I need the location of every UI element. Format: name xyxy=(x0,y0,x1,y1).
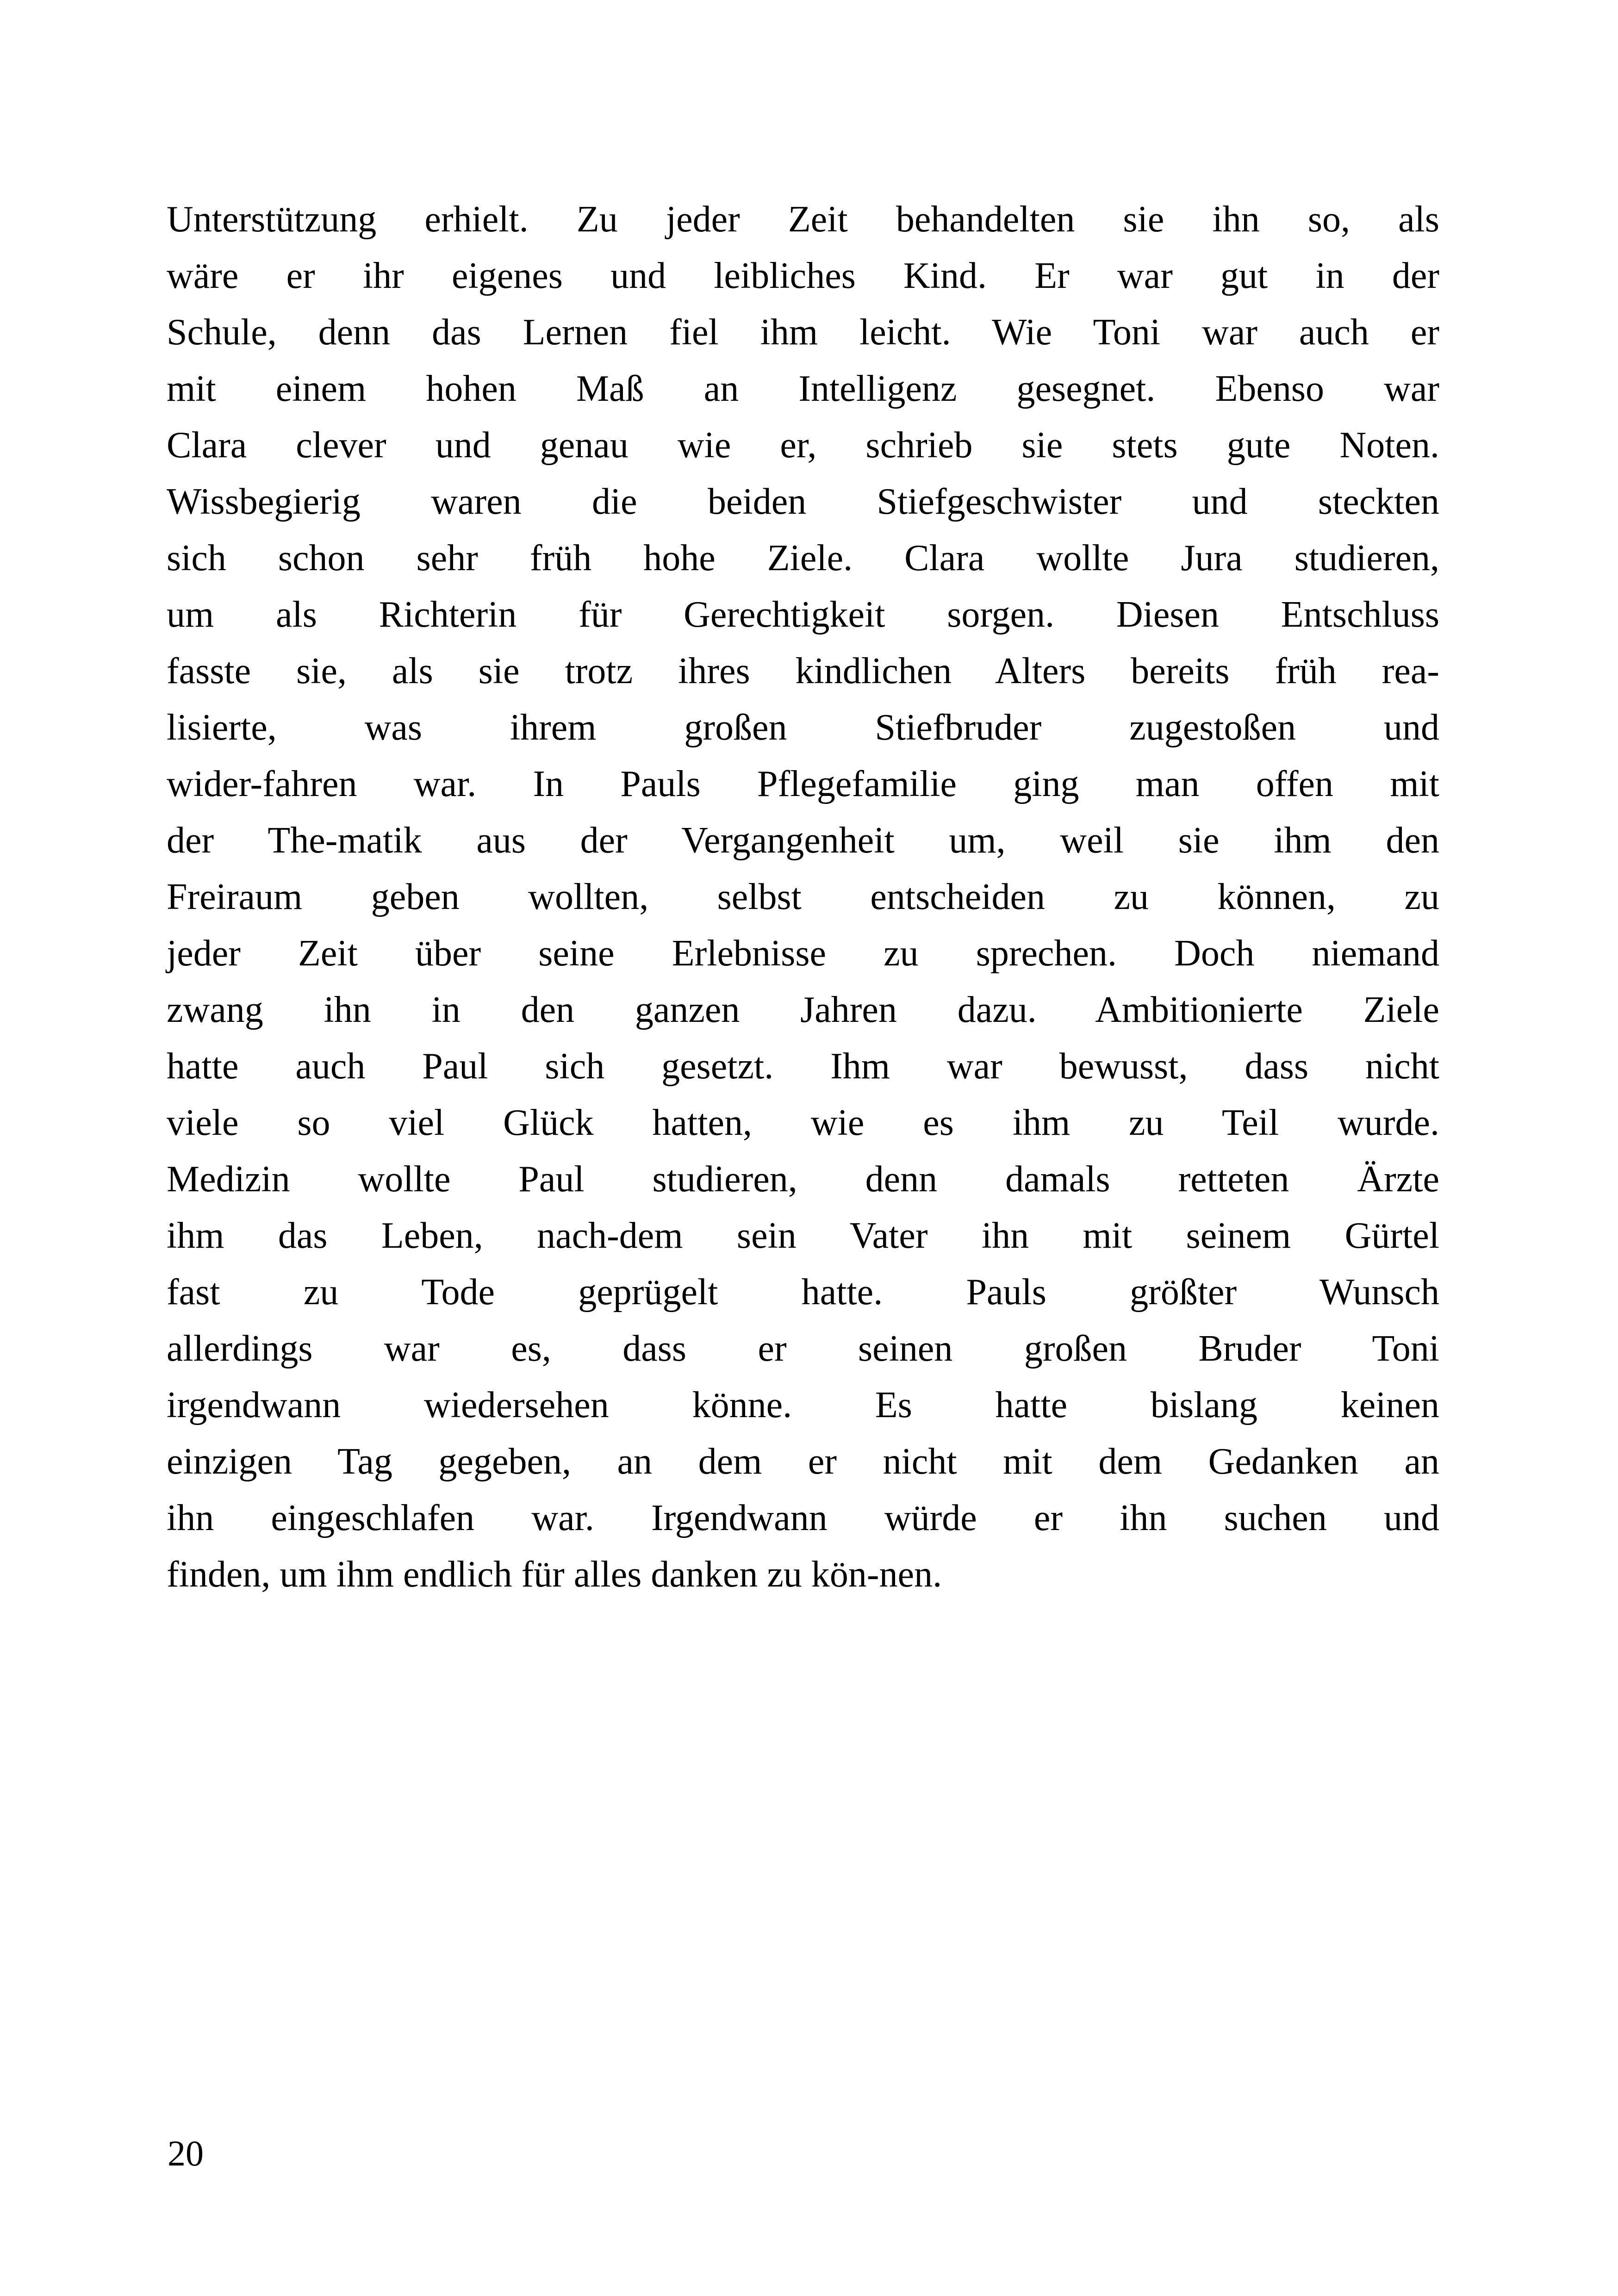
text-line: irgendwann wiedersehen könne. Es hatte bislang keinen xyxy=(167,1385,1439,1425)
text-line: Medizin wollte Paul studieren, denn damals retteten Ärzte xyxy=(167,1159,1439,1200)
text-line: zwang ihn in den ganzen Jahren dazu. Ambitionierte Ziele xyxy=(167,989,1439,1030)
text-line: lisierte, was ihrem großen Stiefbruder zugestoßen und xyxy=(167,707,1439,748)
text-line: Unterstützung erhielt. Zu jeder Zeit behandelten sie ihn so, als xyxy=(167,199,1439,240)
text-line: fast zu Tode geprügelt hatte. Pauls größter Wunsch xyxy=(167,1272,1439,1313)
text-line: um als Richterin für Gerechtigkeit sorgen. Diesen Entschluss xyxy=(167,594,1439,635)
text-line: sich schon sehr früh hohe Ziele. Clara wollte Jura studieren, xyxy=(167,538,1439,579)
text-line: einzigen Tag gegeben, an dem er nicht mit dem Gedanken an xyxy=(167,1441,1439,1482)
text-line: viele so viel Glück hatten, wie es ihm zu Teil wurde. xyxy=(167,1102,1439,1143)
text-line: Schule, denn das Lernen fiel ihm leicht. Wie Toni war auch er xyxy=(167,312,1439,353)
body-text-paragraph xyxy=(167,191,1439,1603)
text-line: wäre er ihr eigenes und leibliches Kind. Er war gut in der xyxy=(167,255,1439,296)
text-line: hatte auch Paul sich gesetzt. Ihm war bewusst, dass nicht xyxy=(167,1046,1439,1087)
page-number: 20 xyxy=(168,2133,204,2173)
text-line: wider-fahren war. In Pauls Pflegefamilie ging man offen mit xyxy=(167,764,1439,804)
text-line: allerdings war es, dass er seinen großen Bruder Toni xyxy=(167,1328,1439,1369)
text-line: Clara clever und genau wie er, schrieb sie stets gute Noten. xyxy=(167,425,1439,466)
text-line: ihn eingeschlafen war. Irgendwann würde er ihn suchen und xyxy=(167,1498,1439,1538)
text-line: jeder Zeit über seine Erlebnisse zu sprechen. Doch niemand xyxy=(167,933,1439,974)
text-line: Wissbegierig waren die beiden Stiefgeschwister und steckten xyxy=(167,481,1439,522)
text-line: finden, um ihm endlich für alles danken zu kön-nen. xyxy=(167,1554,942,1595)
text-line: ihm das Leben, nach-dem sein Vater ihn mit seinem Gürtel xyxy=(167,1215,1439,1256)
text-line: fasste sie, als sie trotz ihres kindlichen Alters bereits früh rea- xyxy=(167,651,1439,691)
text-line: der The-matik aus der Vergangenheit um, weil sie ihm den xyxy=(167,820,1439,861)
text-line: mit einem hohen Maß an Intelligenz gesegnet. Ebenso war xyxy=(167,368,1439,409)
text-line: Freiraum geben wollten, selbst entscheiden zu können, zu xyxy=(167,877,1439,917)
